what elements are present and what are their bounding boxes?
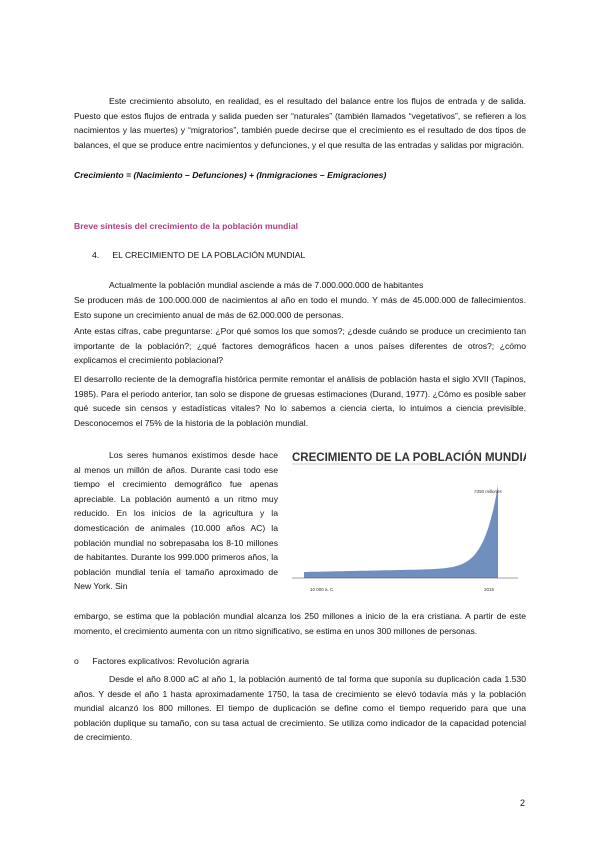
- paragraph-humans-continued: embargo, se estima que la población mundial alcanza los 250 millones a inicio de la era cristiana. A partir de este momento, el crecimiento aumenta con un ritmo significativo, se estima en unos 300 millones de personas.: [74, 611, 526, 636]
- x-tick-label-end: 2015: [484, 587, 495, 592]
- population-area: [304, 485, 498, 578]
- paragraph-doubling: Desde el año 8.000 aC al año 1, la población aumentó de tal forma que suponía su duplicación cada 1.530 años. Y desde el año 1 hasta aproximadamente 1750, la tasa de crecimiento se elevó todavía más y la población mundial alcanzó los 800 millones. El tiempo de duplicación se define como el tiempo requerido para que una población duplique su tamaño, con su tasa actual de crecimiento. Se utiliza como indicador de la capacidad potencial de crecimiento.: [74, 674, 526, 743]
- x-tick-label-start: 10 000 a. C.: [310, 587, 335, 592]
- chart-title: CRECIMIENTO DE LA POBLACIÓN MUNDIAL: [292, 452, 526, 464]
- paragraph-births-deaths: Se producen más de 100.000.000 de nacimientos al año en todo el mundo. Y más de 45.000.000 de fallecimientos. Esto supone un crecimiento anual de más de 62.000.000 de personas.: [74, 295, 526, 320]
- numbered-heading: [74, 248, 526, 263]
- growth-formula: Crecimiento = (Nacimiento – Defunciones) + (Inmigraciones – Emigraciones): [74, 170, 387, 180]
- bullet-text: Factores explicativos: Revolución agraria: [92, 656, 250, 666]
- paragraph-historical-demography: El desarrollo reciente de la demografía histórica permite remontar el análisis de población hasta el siglo XVII (Tapinos, 1985). Para el periodo anterior, tan solo se dispone de gruesas estimaciones (Durand, 1977). ¿Cómo es posible saber qué sucede sin censos y estadísticas vitales? No lo sabemos a ciencia cierta, lo intuimos a ciencia previsible. Desconocemos el 75% de la historia de la población mundial.: [74, 374, 526, 428]
- list-title: EL CRECIMIENTO DE LA POBLACIÓN MUNDIAL: [112, 250, 306, 260]
- page-number: 2: [520, 798, 526, 808]
- paragraph-flows: Este crecimiento absoluto, en realidad, es el resultado del balance entre los flujos de entrada y de salida. Puesto que estos flujos de entrada y salida pueden ser “naturales” (también llamados “vegetativos”, se refieren a los nacimientos y las muertes) y “migratorios”, también puede decirse que el crecimiento es el resultado de dos tipos de balances, el que se produce entre nacimientos y defunciones, y el que resulta de las entradas y salidas por migración.: [74, 96, 526, 150]
- population-chart: [286, 445, 526, 603]
- section-heading: Breve síntesis del crecimiento de la población mundial: [74, 221, 298, 231]
- paragraph-population-now: Actualmente la población mundial asciende a más de 7.000.000.000 de habitantes: [109, 280, 424, 290]
- paragraph-questions: Ante estas cifras, cabe preguntarse: ¿Por qué somos los que somos?; ¿desde cuándo se produce un crecimiento tan importante de la población?; ¿qué factores demográficos hacen a unos países diferentes de otros?; ¿cómo explicamos el crecimiento poblacional?: [74, 326, 526, 366]
- paragraph-humans-float: Los seres humanos existimos desde hace al menos un millón de años. Durante casi todo ese tiempo el crecimiento demográfico fue apenas apreciable. La población aumentó a un ritmo muy reducido. En los inicios de la agricultura y la domesticación de animales (10.000 años AC) la población mundial no sobrepasaba los 8-10 millones de habitantes. Durante los 999.000 primeros años, la población mundial tenía el tamaño aproximado de New York. Sin: [74, 450, 278, 592]
- list-number: 4.: [92, 250, 100, 260]
- population-chart-svg: [286, 445, 526, 603]
- bullet-mark: o: [74, 656, 79, 666]
- chart-annotation: 7350 millones: [474, 489, 502, 494]
- bullet-factors: [74, 654, 526, 669]
